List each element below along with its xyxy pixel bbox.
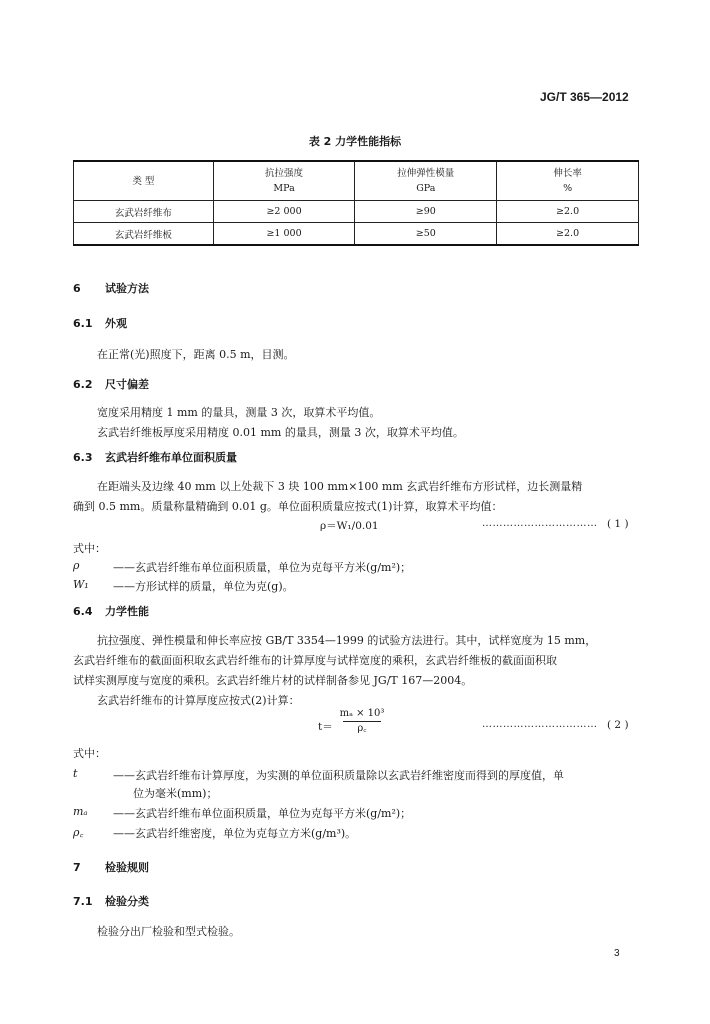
where-label: 式中：	[73, 747, 106, 760]
section-6-2-heading: 6.2 尺寸偏差	[73, 378, 149, 391]
table-row	[74, 201, 639, 223]
variable-description-cont: 位为毫米(mm)；	[133, 787, 218, 800]
table-header-row	[74, 161, 639, 201]
paragraph: 试样实测厚度与宽度的乘积。玄武岩纤维片材的试样制备参见 JG/T 167—2004。	[73, 674, 473, 687]
variable-symbol: W₁	[73, 578, 89, 591]
variable-description: ——玄武岩纤维布单位面积质量，单位为克每平方米(g/m²)；	[113, 807, 412, 820]
table-caption: 表 2 力学性能指标	[308, 135, 402, 148]
paragraph: 玄武岩纤维布的计算厚度应按式(2)计算：	[97, 694, 300, 707]
formula-1: ρ＝W₁/0.01	[320, 520, 379, 532]
mechanical-properties-table	[73, 160, 639, 246]
section-7-heading: 7 检验规则	[73, 861, 149, 874]
variable-description: ——玄武岩纤维密度，单位为克每立方米(g/m³)。	[113, 827, 357, 840]
column-header-tensile: 抗拉强度 MPa	[213, 161, 355, 201]
variable-symbol: mₐ	[73, 805, 88, 818]
formula-leader-dots: ……………………………	[482, 518, 598, 529]
formula-1-number: ( 1 )	[607, 518, 629, 530]
cell-modulus: ≥50	[355, 223, 497, 246]
column-header-elongation: 伸长率 %	[497, 161, 639, 201]
variable-symbol: ρ	[73, 559, 80, 572]
fraction-denominator: ρ꜀	[357, 723, 367, 734]
formula-2-fraction	[337, 708, 387, 735]
paragraph: 在正常(光)照度下，距离 0.5 m，目测。	[97, 348, 295, 361]
cell-type: 玄武岩纤维布	[74, 201, 214, 223]
cell-elongation: ≥2.0	[497, 223, 639, 246]
paragraph: 玄武岩纤维布的截面面积取玄武岩纤维布的计算厚度与试样宽度的乘积，玄武岩纤维板的截面面积取	[73, 654, 557, 667]
cell-elongation: ≥2.0	[497, 201, 639, 223]
variable-description: ——玄武岩纤维布计算厚度，为实测的单位面积质量除以玄武岩纤维密度而得到的厚度值，单	[113, 769, 564, 782]
section-6-3-heading: 6.3 玄武岩纤维布单位面积质量	[73, 451, 237, 464]
where-label: 式中：	[73, 542, 106, 555]
paragraph: 在距端头及边缘 40 mm 以上处裁下 3 块 100 mm×100 mm 玄武岩纤维布方形试样，边长测量精	[97, 480, 583, 493]
section-6-1-heading: 6.1 外观	[73, 317, 127, 330]
paragraph: 玄武岩纤维板厚度采用精度 0.01 mm 的量具，测量 3 次，取算术平均值。	[97, 426, 464, 439]
page-number: 3	[614, 948, 620, 959]
paragraph: 宽度采用精度 1 mm 的量具，测量 3 次，取算术平均值。	[97, 406, 381, 419]
fraction-numerator: mₐ × 10³	[339, 708, 385, 719]
section-6-heading: 6 试验方法	[73, 282, 149, 295]
cell-type: 玄武岩纤维板	[74, 223, 214, 246]
cell-tensile: ≥1 000	[213, 223, 355, 246]
paragraph: 确到 0.5 mm。质量称量精确到 0.01 g。单位面积质量应按式(1)计算，取算术平均值：	[73, 500, 503, 513]
formula-2-lhs: t＝	[318, 721, 333, 733]
section-7-1-heading: 7.1 检验分类	[73, 895, 149, 908]
column-header-modulus: 拉伸弹性模量 GPa	[355, 161, 497, 201]
formula-leader-dots: ……………………………	[482, 719, 598, 730]
cell-modulus: ≥90	[355, 201, 497, 223]
variable-symbol: t	[73, 767, 78, 780]
column-header-type: 类 型	[74, 161, 214, 201]
variable-description: ——方形试样的质量，单位为克(g)。	[113, 580, 294, 593]
paragraph: 抗拉强度、弹性模量和伸长率应按 GB/T 3354—1999 的试验方法进行。其中，试样宽度为 15 mm，	[97, 634, 597, 647]
table-row	[74, 223, 639, 246]
variable-symbol: ρ꜀	[73, 826, 84, 839]
paragraph: 检验分出厂检验和型式检验。	[97, 925, 240, 938]
formula-2-number: ( 2 )	[607, 719, 629, 731]
variable-description: ——玄武岩纤维布单位面积质量，单位为克每平方米(g/m²)；	[113, 561, 412, 574]
fraction-bar	[343, 721, 381, 722]
section-6-4-heading: 6.4 力学性能	[73, 605, 149, 618]
cell-tensile: ≥2 000	[213, 201, 355, 223]
standard-number: JG/T 365—2012	[540, 90, 629, 104]
